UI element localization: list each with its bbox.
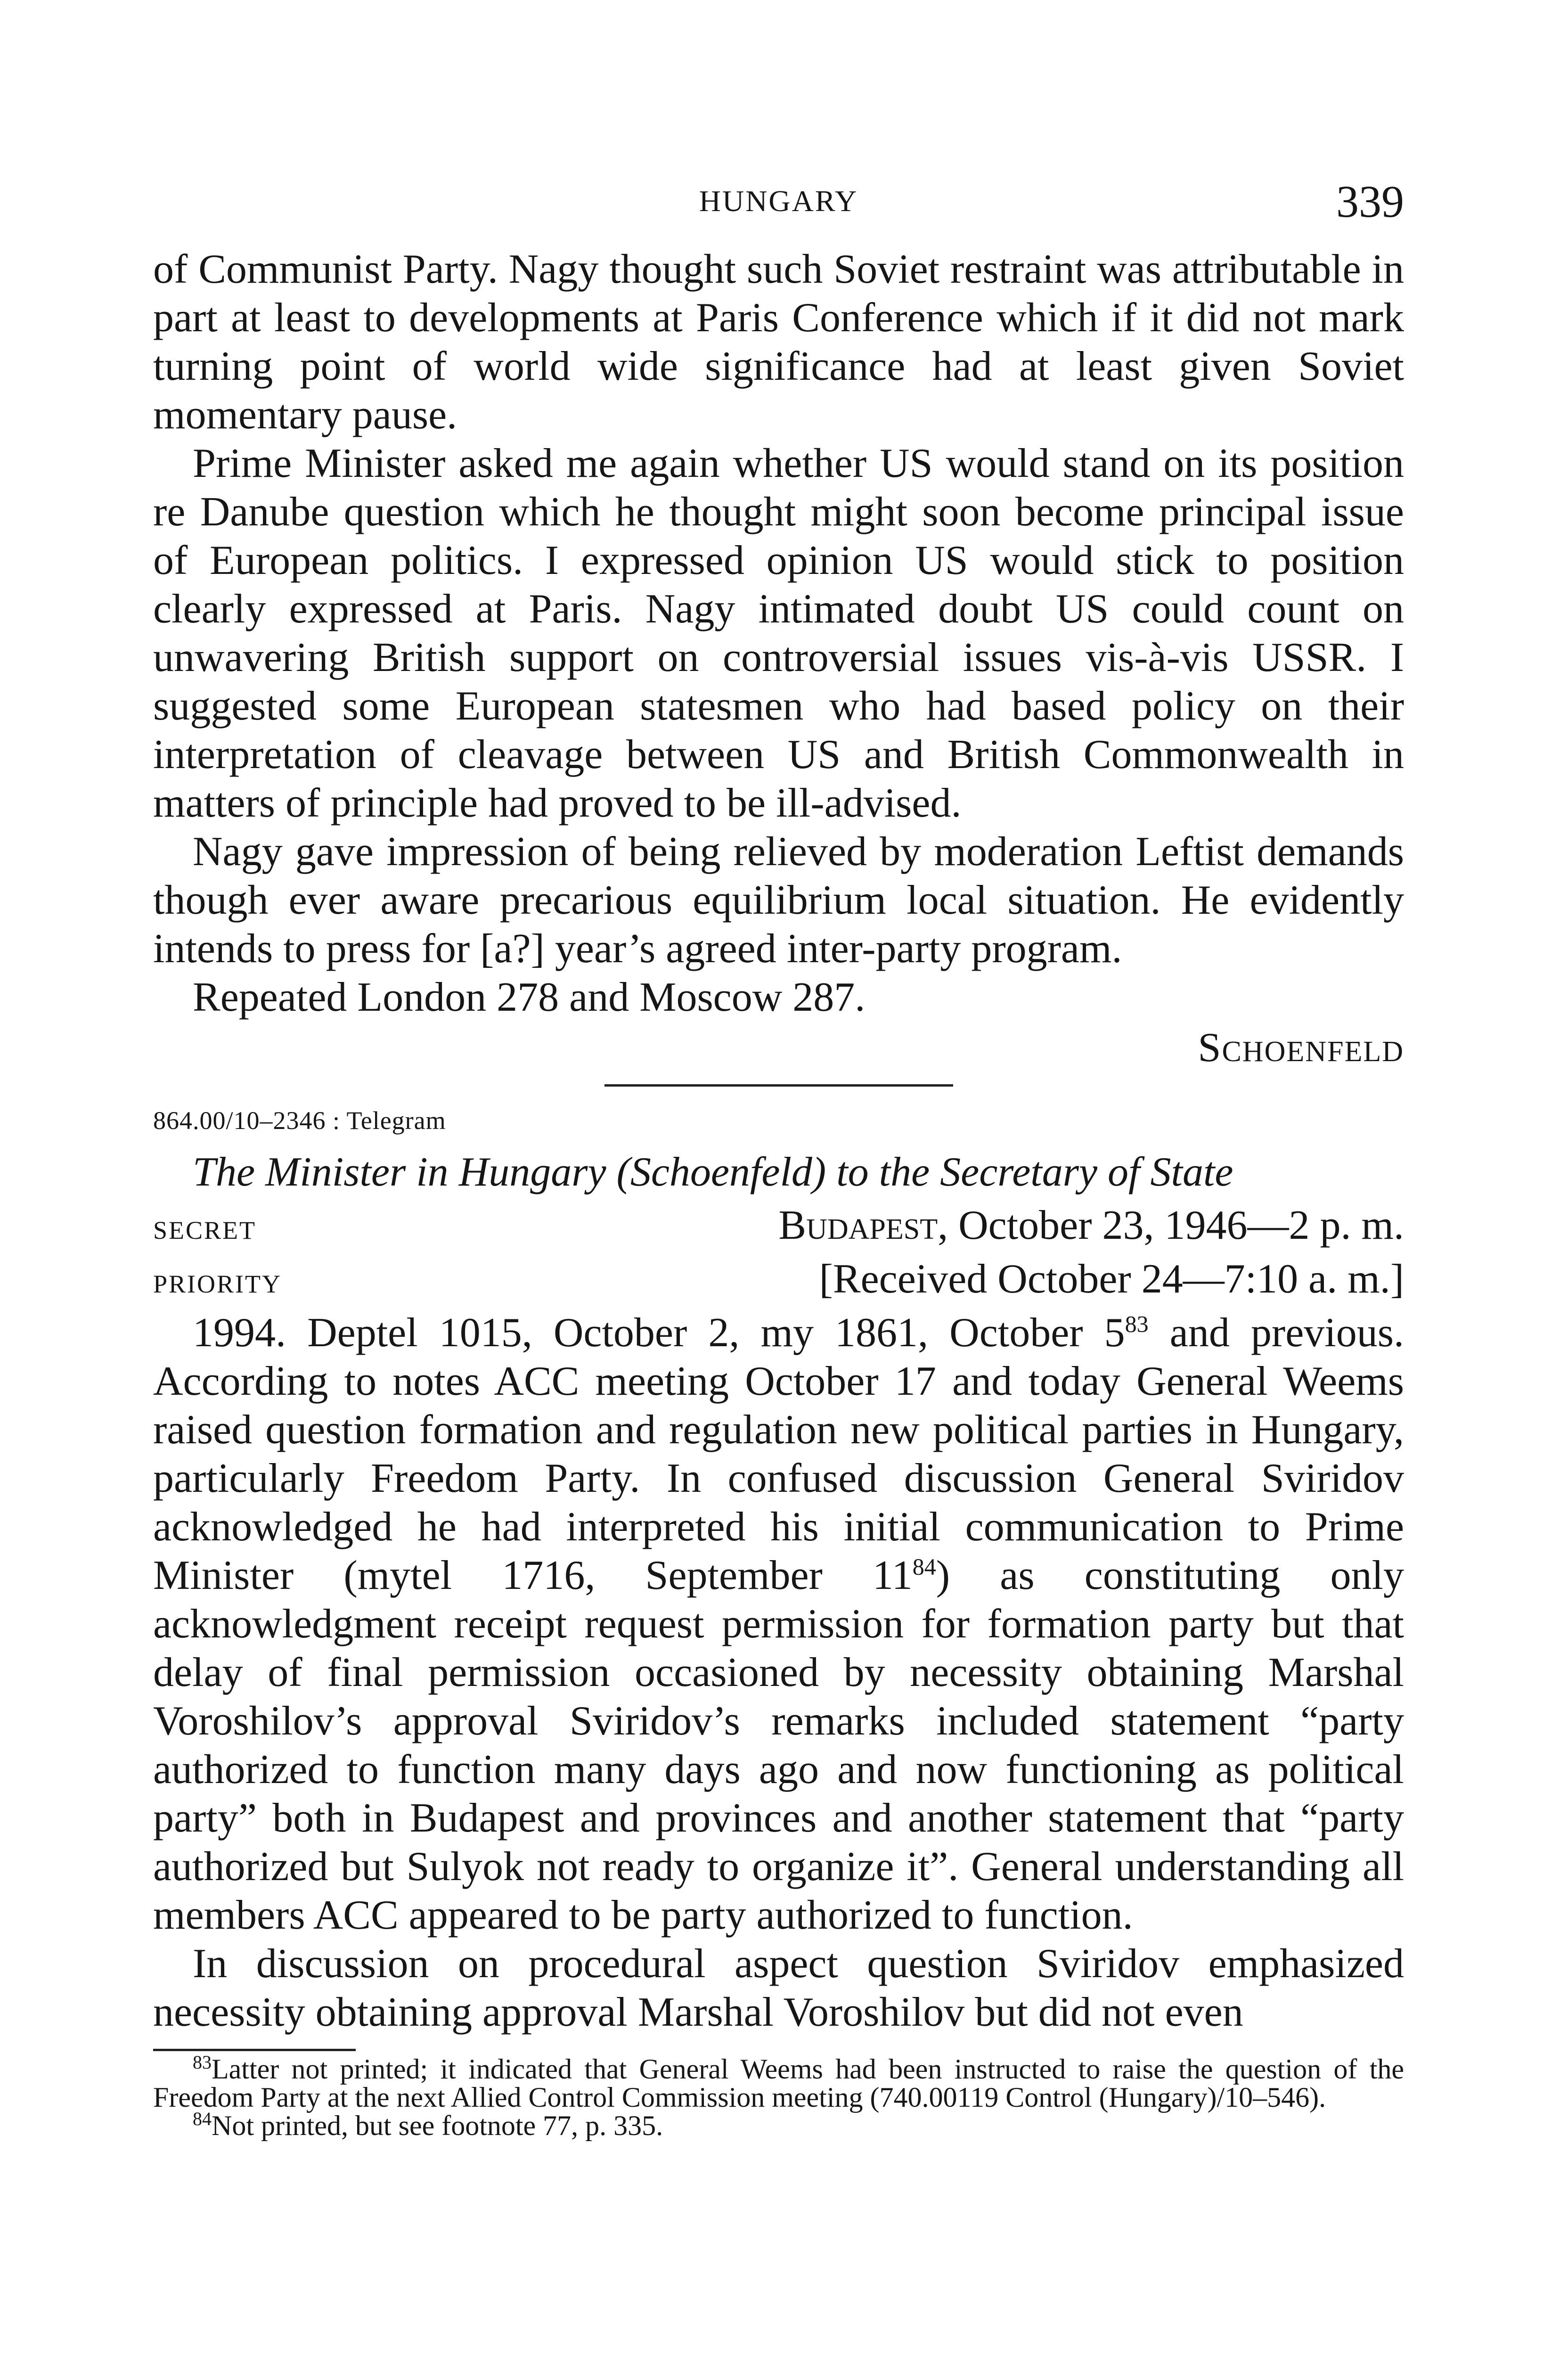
dateline-place: Budapest (778, 1203, 938, 1248)
file-reference: 864.00/10–2346 : Telegram (153, 1106, 446, 1135)
received-note: [Received October 24—7:10 a. m.] (819, 1256, 1404, 1302)
paragraph-nagy-impression: Nagy gave impression of being relieved by moderation Leftist demands though ever aware precarious equilibrium local situation. He evidently intends to press for [a?] year’s agreed inter-party program. (153, 829, 1404, 972)
dateline-date: , October 23, 1946—2 p. m. (938, 1203, 1404, 1248)
footnote-83 (153, 2052, 1404, 2113)
footnote-84 (153, 2108, 1404, 2141)
page-body (153, 245, 1404, 2140)
telegram-text-c: ) as constituting only acknowledgment receipt request permission for formation party but that delay of final permission occasioned by necessity obtaining Marshal Voroshilov’s approval Sviridov’s remarks included statement “party authorized to function many days ago and now functioning as political party” both in Budapest and provinces and another statement that “party authorized but Sulyok not ready to organize it”. General understanding all members ACC appeared to be party authorized to function. (153, 1553, 1404, 1938)
document-title: The Minister in Hungary (Schoenfeld) to the Secretary of State (193, 1149, 1233, 1195)
telegram-paragraph-1 (153, 1309, 1404, 1939)
footnotes (153, 2052, 1404, 2141)
dateline (778, 1201, 1404, 1250)
paragraph-repeated: Repeated London 278 and Moscow 287. (193, 974, 866, 1020)
footnote-marker-84: 84 (193, 2108, 212, 2129)
paragraph-continued: of Communist Party. Nagy thought such Soviet restraint was attributable in part at least to developments at Paris Conference which if it did not mark turning point of world wide significance had at least given Soviet momentary pause. (153, 246, 1404, 438)
classification-row (153, 1201, 1404, 1255)
signature-schoenfeld: Schoenfeld (1198, 1025, 1404, 1071)
footnote-marker-83: 83 (193, 2052, 212, 2073)
telegram-paragraph-2: In discussion on procedural aspect question Sviridov emphasized necessity obtaining approval Marshal Voroshilov but did not even (153, 1941, 1404, 2035)
footnote-ref-83[interactable]: 83 (1125, 1310, 1149, 1337)
section-divider (604, 1084, 953, 1087)
paragraph-danube: Prime Minister asked me again whether US would stand on its position re Danube question which he thought might soon become principal issue of European politics. I expressed opinion US would stick to position clearly expressed at Paris. Nagy intimated doubt US could count on unwavering British support on controversial issues vis-à-vis USSR. I suggested some European statesmen who had based policy on their interpretation of cleavage between US and British Commonwealth in matters of principle had proved to be ill-advised. (153, 441, 1404, 826)
priority-label: PRIORITY (153, 1270, 282, 1298)
footnote-ref-84[interactable]: 84 (912, 1553, 936, 1580)
page-header (153, 175, 1404, 232)
footnote-divider (153, 2049, 356, 2051)
telegram-text-b: and previous. According to notes ACC meeting October 17 and today General Weems raised question formation and regulation new political parties in Hungary, particularly Freedom Party. In confused discussion General Sviridov acknowledged he had interpreted his initial communication to Prime Minister (mytel 1716, September 11 (153, 1310, 1404, 1598)
page-number: 339 (1336, 176, 1404, 227)
footnote-84-text: Not printed, but see footnote 77, p. 335. (212, 2110, 663, 2141)
running-head: HUNGARY (699, 184, 858, 218)
priority-row (153, 1255, 1404, 1309)
telegram-text-a: 1994. Deptel 1015, October 2, my 1861, October 5 (193, 1310, 1125, 1356)
classification-label: SECRET (153, 1216, 257, 1244)
footnote-83-text: Latter not printed; it indicated that General Weems had been instructed to raise the question of the Freedom Party at the next Allied Control Commission meeting (740.00119 Control (Hungary)/10–546). (153, 2053, 1404, 2113)
